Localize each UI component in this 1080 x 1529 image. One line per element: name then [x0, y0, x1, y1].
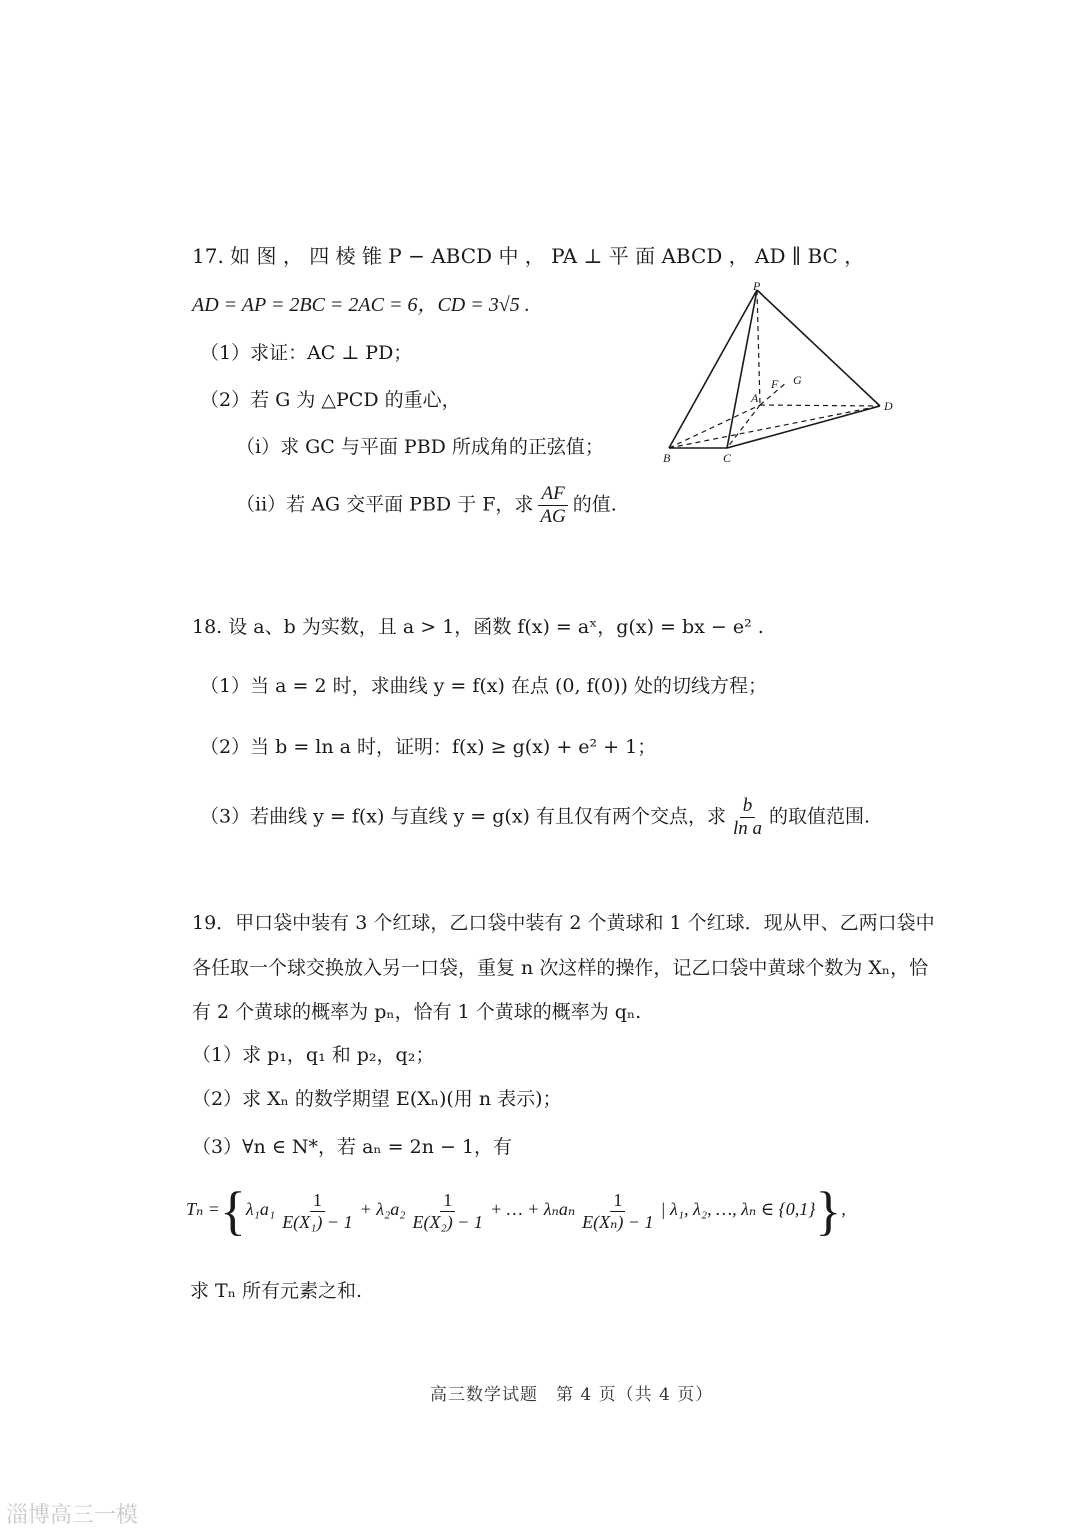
tn-right-brace: } — [815, 1181, 842, 1241]
edge-ad — [760, 405, 880, 406]
tn-frac2 — [410, 1190, 486, 1232]
tn-comma: , — [841, 1199, 846, 1220]
q18-part3-text: （3）若曲线 y = f(x) 与直线 y = g(x) 有且仅有两个交点，求 — [200, 805, 726, 828]
q19-part2: （2）求 Xₙ 的数学期望 E(Xₙ)(用 n 表示)； — [192, 1088, 562, 1110]
label-c: C — [723, 451, 732, 465]
tn-term3: + … + λₙaₙ — [489, 1199, 576, 1220]
tn-frac1-den: E(X₁) − 1 — [282, 1211, 353, 1232]
tn-lhs: Tₙ = — [186, 1199, 220, 1220]
q19-part1: （1）求 p₁，q₁ 和 p₂，q₂； — [192, 1044, 435, 1066]
q19-conclusion: 求 Tₙ 所有元素之和. — [190, 1280, 363, 1302]
q18-part1: （1）当 a = 2 时，求曲线 y = f(x) 在点 (0, f(0)) 处的切线方程； — [200, 675, 767, 697]
q18-part3-tail: 的取值范围. — [769, 805, 871, 828]
page-footer: 高三数学试题 第 4 页（共 4 页） — [430, 1385, 714, 1405]
tn-frac3-den: E(Xₙ) − 1 — [582, 1211, 654, 1232]
q17-part2-ii-tail: 的值. — [572, 493, 617, 516]
q19-part3: （3）∀n ∈ N*，若 aₙ = 2n − 1，有 — [192, 1136, 513, 1158]
edge-pb — [669, 290, 757, 448]
tn-frac3 — [579, 1190, 656, 1232]
edge-ac — [727, 405, 760, 448]
label-f: F — [771, 377, 779, 391]
tn-frac1 — [279, 1190, 355, 1232]
q19-line3: 有 2 个黄球的概率为 pₙ，恰有 1 个黄球的概率为 qₙ. — [192, 1001, 642, 1023]
q19-line1: 19．甲口袋中装有 3 个红球，乙口袋中装有 2 个黄球和 1 个红球．现从甲、乙两口袋中 — [192, 912, 935, 934]
edge-bd — [669, 406, 880, 448]
tn-left-brace: { — [219, 1181, 246, 1241]
tn-term1: λ₁a₁ — [245, 1199, 276, 1220]
label-b: B — [663, 451, 671, 465]
edge-cd — [727, 406, 880, 448]
label-g: G — [793, 373, 802, 387]
q17-frac-num: AF — [538, 483, 567, 506]
edge-pa — [757, 290, 760, 405]
q18-part2: （2）当 b = ln a 时，证明：f(x) ≥ g(x) + e² + 1； — [200, 736, 657, 758]
q17-frac-den: AG — [540, 505, 566, 527]
q17-part2-ii — [236, 483, 617, 528]
q17-line2: AD = AP = 2BC = 2AC = 6，CD = 3√5 . — [192, 294, 530, 316]
watermark: 淄博高三一模 — [6, 1503, 139, 1528]
label-p: P — [753, 280, 761, 293]
q19-line2: 各任取一个球交换放入另一口袋，重复 n 次这样的操作，记乙口袋中黄球个数为 Xₙ，恰 — [192, 957, 929, 979]
q17-fraction-af-ag — [537, 483, 568, 528]
q17-part2-ii-text: （ii）若 AG 交平面 PBD 于 F，求 — [236, 493, 534, 516]
edge-ab — [669, 405, 760, 448]
q17-part1: （1）求证：AC ⊥ PD； — [200, 342, 413, 364]
pyramid-figure — [655, 280, 905, 470]
q18-frac-den: ln a — [733, 817, 763, 839]
tn-frac1-num: 1 — [310, 1190, 325, 1212]
label-d: D — [884, 399, 893, 413]
tn-frac2-num: 1 — [440, 1190, 455, 1212]
edge-pc — [727, 290, 757, 448]
q18-line1: 18. 设 a、b 为实数，且 a > 1，函数 f(x) = aˣ，g(x) = bx − e² . — [192, 616, 764, 638]
tn-frac3-num: 1 — [610, 1190, 625, 1212]
q18-frac-num: b — [740, 795, 756, 818]
q17-part2: （2）若 G 为 △PCD 的重心， — [200, 389, 461, 411]
label-a: A — [751, 391, 759, 405]
q17-line1: 17. 如 图 ， 四 棱 锥 P − ABCD 中 ， PA ⊥ 平 面 ABCD ， AD ∥ BC ， — [192, 244, 865, 268]
tn-condition: | λ₁, λ₂, …, λₙ ∈ {0,1} — [660, 1199, 816, 1220]
q17-part2-i: （i）求 GC 与平面 PBD 所成角的正弦值； — [236, 436, 604, 458]
tn-term2: + λ₂a₂ — [359, 1199, 406, 1220]
tn-definition — [186, 1181, 846, 1241]
tn-frac2-den: E(X₂) − 1 — [412, 1211, 483, 1232]
q18-fraction-b-lna — [730, 795, 765, 840]
q18-part3 — [200, 795, 870, 840]
